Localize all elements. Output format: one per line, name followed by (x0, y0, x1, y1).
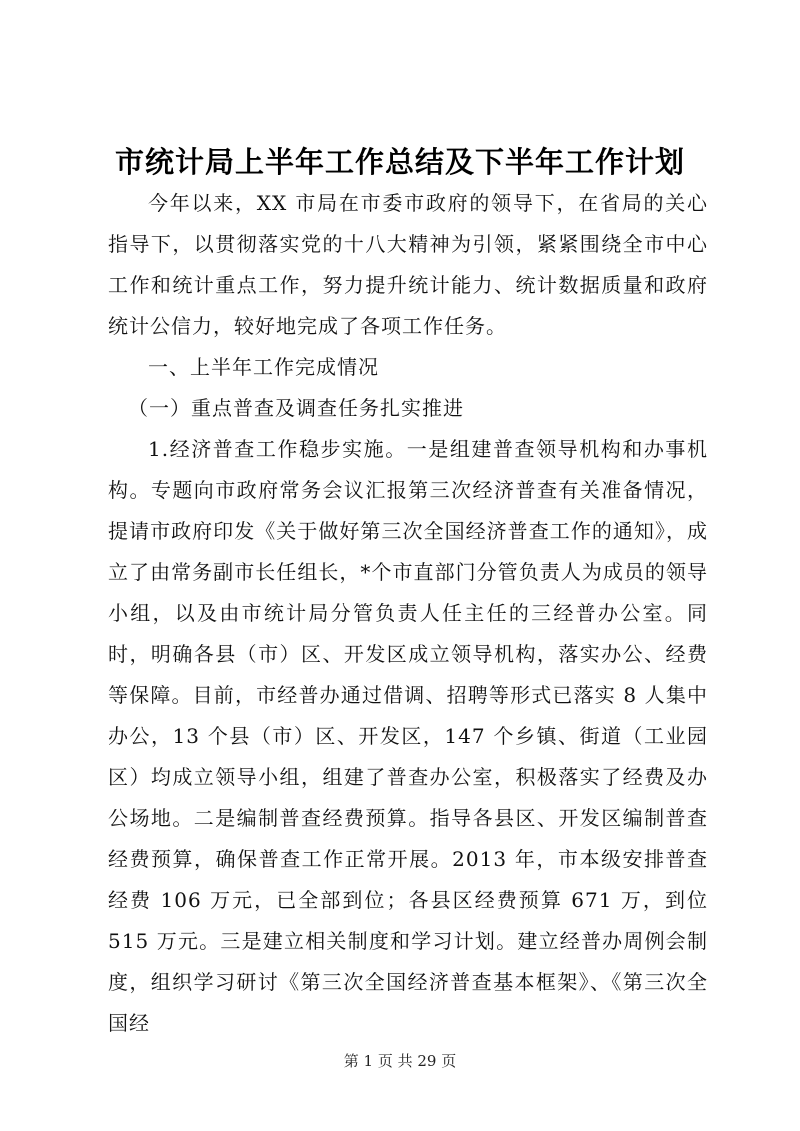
document-body (108, 183, 708, 1044)
page-number-footer: 第 1 页 共 29 页 (343, 1052, 457, 1070)
subsection-heading: （一）重点普查及调查任务扎实推进 (128, 396, 464, 420)
intro-paragraph: 今年以来，XX 市局在市委市政府的领导下，在省局的关心指导下，以贯彻落实党的十八大精神为引领，紧紧围绕全市中心工作和统计重点工作，努力提升统计能力、统计数据质量和政府统计公信力，较好地完成了各项工作任务。 (108, 191, 708, 338)
document-title: 市统计局上半年工作总结及下半年工作计划 (114, 145, 685, 179)
body-paragraph: 1.经济普查工作稳步实施。一是组建普查领导机构和办事机构。专题向市政府常务会议汇报第三次经济普查有关准备情况，提请市政府印发《关于做好第三次全国经济普查工作的通知》，成立了由常务副市长任组长，*个市直部门分管负责人为成员的领导小组，以及由市统计局分管负责人任主任的三经普办公室。同时，明确各县（市）区、开发区成立领导机构，落实办公、经费等保障。目前，市经普办通过借调、招聘等形式已落实 8 人集中办公，13 个县（市）区、开发区，147 个乡镇、街道（工业园区）均成立领导小组，组建了普查办公室，积极落实了经费及办公场地。二是编制普查经费预算。指导各县区、开发区编制普查经费预算，确保普查工作正常开展。2013 年，市本级安排普查经费 106 万元，已全部到位；各县区经费预算 671 万，到位 515 万元。三是建立相关制度和学习计划。建立经普办周例会制度，组织学习研讨《第三次全国经济普查基本框架》、《第三次全国经 (108, 437, 708, 1035)
section-heading: 一、上半年工作完成情况 (148, 355, 379, 379)
